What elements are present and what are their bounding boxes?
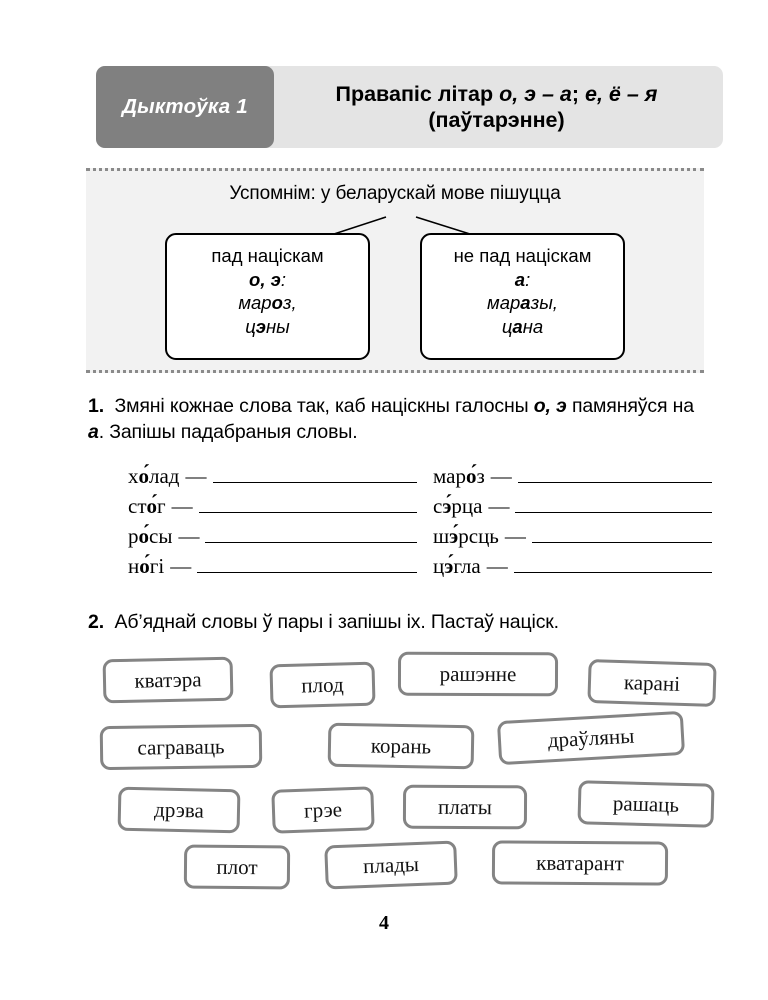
word-card[interactable]: дрэва (118, 787, 241, 834)
answer-blank-line[interactable] (514, 555, 712, 573)
dash-separator: — (488, 494, 510, 518)
dictation-badge (96, 66, 274, 148)
dash-separator: — (486, 554, 508, 578)
page-title (274, 81, 723, 133)
dash-separator: — (170, 554, 192, 578)
answer-blank-line[interactable] (205, 525, 417, 543)
dash-separator: — (490, 464, 512, 488)
word-card[interactable]: рашаць (577, 780, 714, 828)
dash-separator: — (178, 524, 200, 548)
rule-box-unstressed-example2 (422, 315, 623, 339)
rule-box-stressed-example2 (167, 315, 368, 339)
title-letters-ee-ya: е, ё – я (585, 81, 658, 106)
title-prefix: Правапіс літар (335, 81, 500, 106)
word-card[interactable]: карані (587, 659, 716, 707)
source-word: маро́з (433, 464, 485, 488)
ex1-post: з, (282, 292, 297, 314)
title-separator: ; (571, 81, 586, 106)
uex2-post: на (522, 316, 544, 338)
rule-reminder-panel (86, 168, 704, 373)
word-blank-row (433, 494, 728, 524)
word-blank-row (433, 524, 728, 554)
word-card[interactable]: драўляны (497, 711, 685, 765)
page-title-line1 (278, 81, 715, 107)
word-card[interactable]: плот (184, 845, 290, 890)
word-blank-row (128, 494, 433, 524)
uex1-bold: а (520, 292, 531, 314)
exercise-2-instruction (88, 610, 712, 636)
dictation-badge-label: Дыктоўка 1 (122, 95, 248, 118)
answer-blank-line[interactable] (197, 555, 417, 573)
ex2-stress: э (255, 316, 266, 338)
word-card[interactable]: корань (328, 723, 475, 770)
word-card[interactable]: саграваць (100, 724, 263, 770)
rule-box-unstressed (420, 233, 625, 360)
source-word: ро́сы (128, 524, 173, 548)
word-blank-row (433, 554, 728, 584)
ex1-pre: мар (238, 292, 272, 314)
rule-box-unstressed-heading: не пад націскам (453, 245, 592, 266)
rule-stressed-colon: : (280, 268, 286, 290)
rule-box-stressed-letters (167, 268, 368, 292)
source-word: шэ́рсць (433, 524, 499, 548)
uex2-bold: а (512, 316, 523, 338)
dictation-header-bar (96, 66, 723, 148)
answer-blank-line[interactable] (518, 465, 712, 483)
page-title-line2: (паўтарэнне) (428, 108, 565, 132)
rule-box-unstressed-example1 (422, 291, 623, 315)
source-word: сэ́рца (433, 494, 483, 518)
dash-separator: — (185, 464, 207, 488)
answer-blank-line[interactable] (199, 495, 417, 513)
source-word: хо́лад (128, 464, 180, 488)
rule-box-stressed-heading: пад націскам (211, 245, 324, 266)
rule-box-stressed-example1 (167, 291, 368, 315)
word-card[interactable]: плады (324, 840, 458, 889)
ex1-text-part2: памяняўся на (566, 395, 694, 417)
ex1-text-part3: . Запішы падабраныя словы. (98, 420, 358, 443)
page-number: 4 (379, 912, 389, 934)
uex1-pre: мар (487, 292, 521, 314)
exercise-1-word-list (128, 464, 728, 584)
ex2-text: Аб’яднай словы ў пары і запішы іх. Пастаў націск. (114, 611, 559, 633)
exercise-2-number: 2. (88, 611, 104, 633)
exercise-1-number: 1. (88, 395, 104, 417)
rule-lead-text: Успомнім: у беларускай мове пішуцца (229, 183, 561, 204)
dash-separator: — (171, 494, 193, 518)
answer-blank-line[interactable] (213, 465, 418, 483)
title-letters-oe-a: о, э – а (499, 81, 572, 106)
ex1-letters-oe: о, э (533, 395, 567, 417)
word-blank-row (433, 464, 728, 494)
source-word: сто́г (128, 494, 166, 518)
ex2-post: ны (266, 316, 290, 338)
word-card[interactable]: платы (403, 785, 527, 830)
ex1-letter-a: а (88, 420, 99, 443)
rule-stressed-letters-value: о, э (249, 268, 281, 290)
word-blank-row (128, 524, 433, 554)
word-card[interactable]: рашэнне (398, 652, 558, 697)
exercise-1-instruction (88, 394, 712, 446)
rule-box-unstressed-letters (422, 268, 623, 292)
uex1-post: зы, (530, 292, 558, 314)
word-blank-row (128, 554, 433, 584)
word-card[interactable]: грэе (271, 786, 374, 834)
answer-blank-line[interactable] (532, 525, 712, 543)
word-blank-row (128, 464, 433, 494)
rule-box-stressed (165, 233, 370, 360)
ex1-stress: о (271, 292, 283, 314)
source-word: но́гі (128, 554, 165, 578)
rule-unstressed-letters-value: а (514, 268, 526, 290)
uex2-pre: ц (501, 316, 513, 338)
rule-unstressed-colon: : (525, 268, 531, 290)
ex2-pre: ц (245, 316, 256, 338)
word-card[interactable]: плод (269, 662, 375, 709)
answer-blank-line[interactable] (515, 495, 712, 513)
word-card[interactable]: кватэра (103, 657, 234, 704)
source-word: цэ́гла (433, 554, 481, 578)
rule-boxes (86, 233, 704, 360)
ex1-text-part1: Змяні кожнае слова так, каб націскны галосны (114, 395, 534, 417)
word-card[interactable]: кватарант (492, 840, 668, 885)
dash-separator: — (504, 524, 526, 548)
